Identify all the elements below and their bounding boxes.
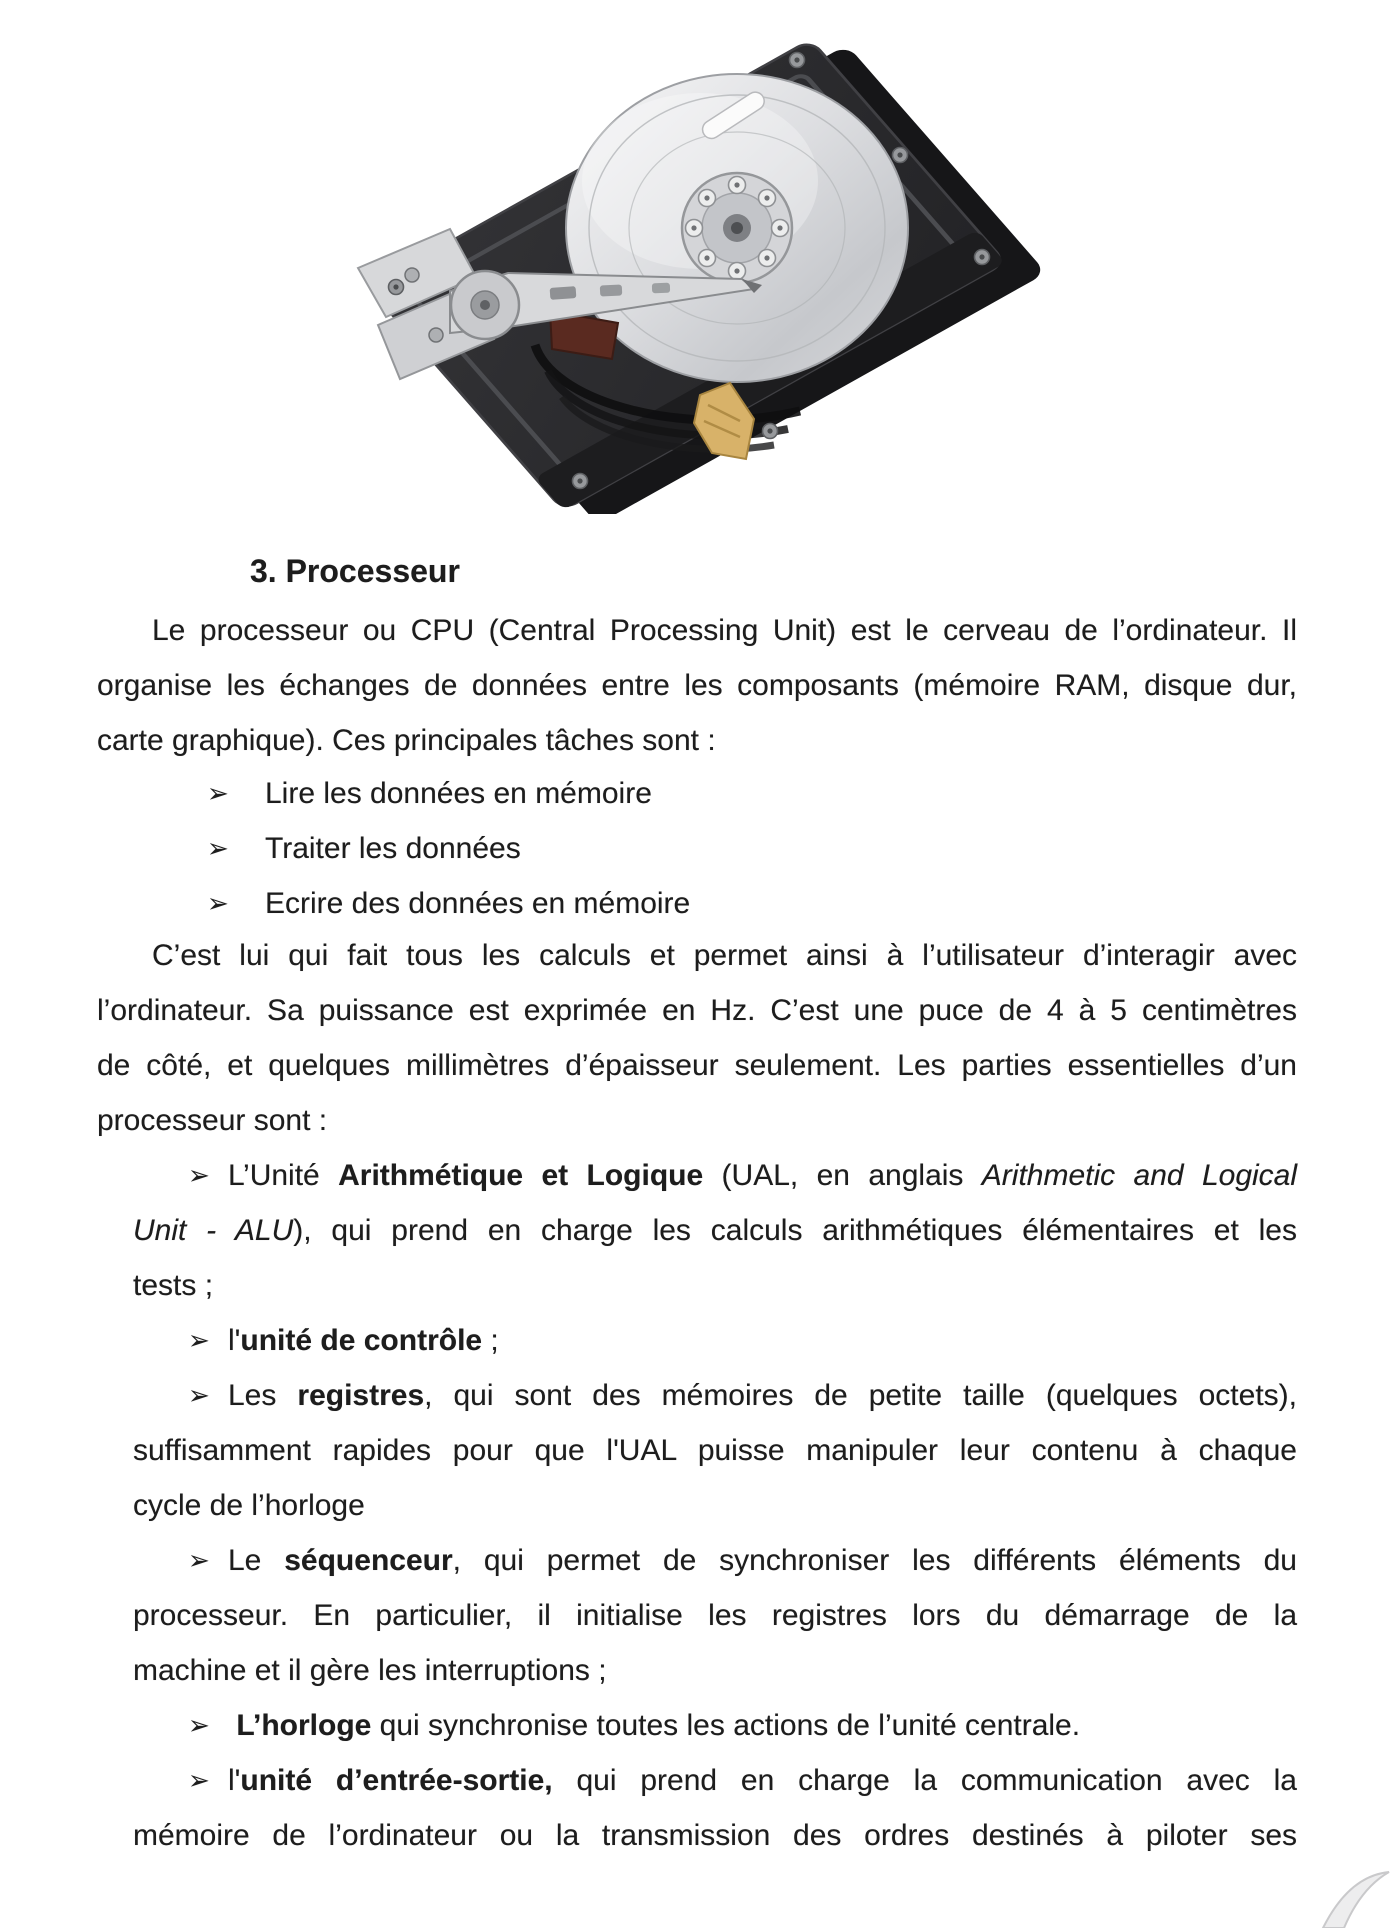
text-run: registres (297, 1379, 425, 1412)
text-run: cycle de l’horloge (133, 1489, 365, 1522)
text-run: , qui permet de synchroniser les différents éléments du (452, 1544, 1297, 1577)
text-run: tests ; (133, 1269, 214, 1302)
text-line (207, 829, 1327, 870)
spindle-hub (682, 173, 792, 283)
text-run: l' (228, 1324, 241, 1357)
text-run: Unit - ALU (133, 1214, 294, 1247)
corner-swoosh-icon (1317, 1862, 1391, 1928)
text-run: Les (228, 1379, 298, 1412)
text-run: , qui sont des mémoires de petite taille (quelques octets), (424, 1379, 1297, 1412)
list-arrow-marker: ➢ (188, 1326, 210, 1356)
text-run: processeur sont : (97, 1104, 328, 1137)
text-run: organise les échanges de données entre les composants (mémoire RAM, disque dur, (97, 669, 1297, 702)
text-run: L’Unité (228, 1159, 339, 1192)
text-run: de côté, et quelques millimètres d’épaisseur seulement. Les parties essentielles d’un (97, 1049, 1297, 1082)
text-run: carte graphique). Ces principales tâches sont : (97, 724, 716, 757)
list-arrow-marker: ➢ (188, 1546, 210, 1576)
text-run: l' (228, 1764, 241, 1797)
text-line (97, 721, 1297, 761)
text-run: Arithmetic and Logical (981, 1159, 1298, 1192)
section-heading: 3. Processeur (250, 553, 460, 589)
list-arrow-marker: ➢ (207, 889, 229, 919)
text-run: Le processeur ou CPU (Central Processing Unit) est le cerveau de l’ordinateur. Il (152, 614, 1297, 647)
text-line (207, 774, 1327, 815)
text-run: suffisamment rapides pour que l'UAL puisse manipuler leur contenu à chaque (133, 1434, 1297, 1467)
text-run: Ecrire des données en mémoire (265, 887, 691, 920)
list-arrow-marker: ➢ (188, 1766, 210, 1796)
text-run: processeur. En particulier, il initialise les registres lors du démarrage de la (133, 1599, 1297, 1632)
text-run: qui synchronise toutes les actions de l’unité centrale. (371, 1709, 1081, 1742)
text-line (133, 1816, 1297, 1896)
text-run: unité de contrôle (240, 1324, 483, 1357)
text-line (207, 884, 1327, 925)
text-run: ; (482, 1324, 499, 1357)
text-run: C’est lui qui fait tous les calculs et permet ainsi à l’utilisateur d’interagir avec (152, 939, 1297, 972)
text-line (133, 1651, 1297, 1691)
text-run: Lire les données en mémoire (265, 777, 652, 810)
list-arrow-marker: ➢ (188, 1161, 210, 1191)
text-line (133, 1486, 1297, 1526)
text-run: machine et il gère les interruptions ; (133, 1654, 607, 1687)
text-line (188, 1321, 1297, 1362)
text-line (97, 1101, 1297, 1141)
text-run: unité d’entrée-sortie, (240, 1764, 553, 1797)
text-run: qui prend en charge la communication avec la (552, 1764, 1297, 1797)
text-run: séquenceur (284, 1544, 453, 1577)
list-arrow-marker: ➢ (207, 779, 229, 809)
hdd-internals-photo (300, 22, 1060, 514)
text-run: mémoire de l’ordinateur ou la transmission des ordres destinés à piloter ses (133, 1819, 1297, 1852)
text-run: L’horloge (236, 1709, 372, 1742)
text-run: Le (228, 1544, 285, 1577)
text-run: Arithmétique et Logique (338, 1159, 704, 1192)
text-run: l’ordinateur. Sa puissance est exprimée en Hz. C’est une puce de 4 à 5 centimètres (97, 994, 1297, 1027)
list-arrow-marker: ➢ (188, 1711, 210, 1741)
text-line (133, 1266, 1297, 1306)
list-arrow-marker: ➢ (207, 834, 229, 864)
text-line (188, 1706, 1297, 1747)
text-run: Traiter les données (265, 832, 521, 865)
text-run: (UAL, en anglais (703, 1159, 982, 1192)
text-run: ), qui prend en charge les calculs arithmétiques élémentaires et les (293, 1214, 1297, 1247)
list-arrow-marker: ➢ (188, 1381, 210, 1411)
